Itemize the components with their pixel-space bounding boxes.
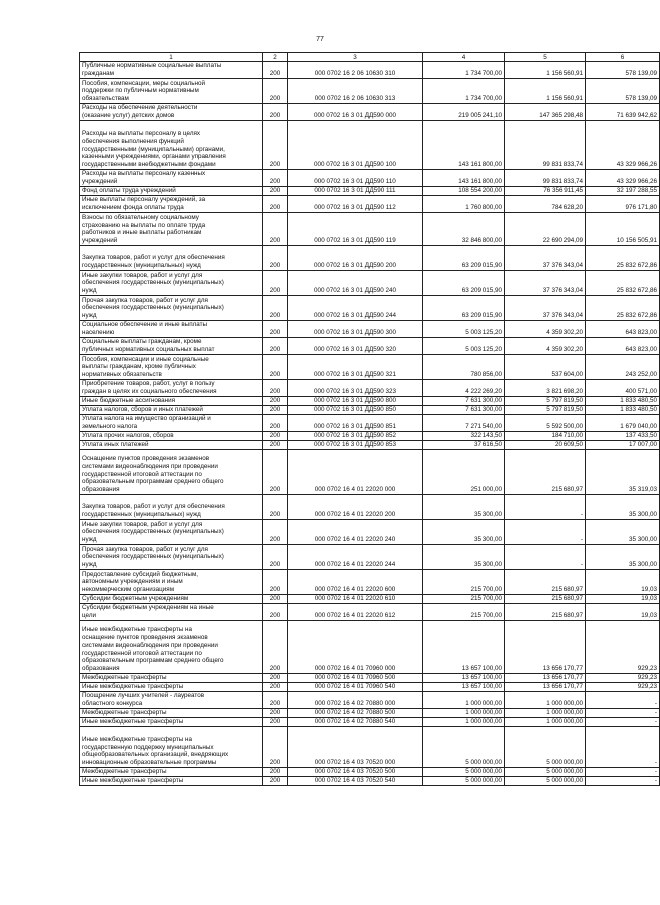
row-name: Прочая закупка товаров, работ и услуг для обеспечения государственных (муниципальных) нужд: [80, 545, 263, 570]
row-kbk: 000 0702 16 3 01 ДД590 111: [288, 187, 423, 196]
row-executed: 5 592 500,00: [505, 415, 586, 432]
budget-execution-table: [79, 52, 660, 786]
row-executed: 5 000 000,00: [505, 727, 586, 768]
row-approved: 322 143,50: [423, 432, 505, 441]
row-name: Межбюджетные трансферты: [80, 709, 263, 718]
row-approved: 780 856,00: [423, 355, 505, 380]
row-unexecuted: 71 639 942,62: [586, 104, 660, 121]
row-code: 200: [263, 62, 288, 79]
row-code: 200: [263, 187, 288, 196]
row-code: 200: [263, 321, 288, 338]
row-approved: 5 000 000,00: [423, 777, 505, 786]
row-kbk: 000 0702 16 3 01 ДД590 100: [288, 121, 423, 170]
row-kbk: 000 0702 16 4 03 70520 540: [288, 777, 423, 786]
table-row: [80, 570, 660, 595]
row-unexecuted: 35 300,00: [586, 495, 660, 520]
row-unexecuted: 35 319,03: [586, 450, 660, 495]
row-kbk: 000 0702 16 3 01 ДД590 244: [288, 296, 423, 321]
row-approved: 63 209 015,90: [423, 296, 505, 321]
row-unexecuted: 1 833 480,50: [586, 406, 660, 415]
row-name: Социальные выплаты гражданам, кроме публичных нормативных социальных выплат: [80, 338, 263, 355]
table-row: [80, 79, 660, 104]
row-executed: 20 609,50: [505, 441, 586, 450]
table-row: [80, 718, 660, 727]
row-kbk: 000 0702 16 4 01 22020 000: [288, 450, 423, 495]
row-executed: 5 000 000,00: [505, 777, 586, 786]
table-row: [80, 397, 660, 406]
row-approved: 1 000 000,00: [423, 692, 505, 709]
table-row: [80, 380, 660, 397]
row-executed: 13 656 170,77: [505, 674, 586, 683]
row-unexecuted: 25 832 672,86: [586, 246, 660, 271]
row-approved: 4 222 269,20: [423, 380, 505, 397]
row-unexecuted: 137 433,50: [586, 432, 660, 441]
row-kbk: 000 0702 16 4 02 70880 540: [288, 718, 423, 727]
row-unexecuted: 243 252,00: [586, 355, 660, 380]
row-name: Уплата налогов, сборов и иных платежей: [80, 406, 263, 415]
row-name: Иные выплаты персоналу учреждений, за исключением фонда оплаты труда: [80, 196, 263, 213]
row-executed: -: [505, 495, 586, 520]
row-code: 200: [263, 79, 288, 104]
row-name: Социальное обеспечение и иные выплаты населению: [80, 321, 263, 338]
row-executed: 537 604,00: [505, 355, 586, 380]
row-unexecuted: 19,03: [586, 570, 660, 595]
row-kbk: 000 0702 16 2 06 10630 310: [288, 62, 423, 79]
row-code: 200: [263, 380, 288, 397]
row-name: Прочая закупка товаров, работ и услуг для обеспечения государственных (муниципальных) нужд: [80, 296, 263, 321]
row-name: Пособия, компенсации и иные социальные выплаты гражданам, кроме публичных нормативных обязательств: [80, 355, 263, 380]
row-approved: 108 554 200,00: [423, 187, 505, 196]
table-row: [80, 432, 660, 441]
row-approved: 143 161 800,00: [423, 170, 505, 187]
row-unexecuted: 25 832 672,86: [586, 271, 660, 296]
row-code: 200: [263, 692, 288, 709]
table-row: [80, 406, 660, 415]
row-code: 200: [263, 683, 288, 692]
row-executed: 13 656 170,77: [505, 683, 586, 692]
row-code: 200: [263, 355, 288, 380]
row-executed: 99 831 833,74: [505, 170, 586, 187]
row-name: Межбюджетные трансферты: [80, 674, 263, 683]
row-kbk: 000 0702 16 4 01 70960 540: [288, 683, 423, 692]
row-unexecuted: -: [586, 777, 660, 786]
row-executed: 5 000 000,00: [505, 768, 586, 777]
row-executed: 215 680,97: [505, 604, 586, 621]
row-approved: 5 003 125,20: [423, 321, 505, 338]
row-approved: 7 631 300,00: [423, 397, 505, 406]
row-kbk: 000 0702 16 4 01 22020 244: [288, 545, 423, 570]
row-executed: 99 831 833,74: [505, 121, 586, 170]
row-code: 200: [263, 727, 288, 768]
row-executed: 5 797 819,50: [505, 406, 586, 415]
row-unexecuted: 929,23: [586, 683, 660, 692]
row-approved: 1 734 700,00: [423, 79, 505, 104]
table-row: [80, 777, 660, 786]
table-row: [80, 170, 660, 187]
row-code: 200: [263, 709, 288, 718]
row-executed: 13 656 170,77: [505, 621, 586, 674]
row-code: 200: [263, 406, 288, 415]
row-approved: 5 000 000,00: [423, 768, 505, 777]
table-row: [80, 545, 660, 570]
row-code: 200: [263, 621, 288, 674]
row-kbk: 000 0702 16 4 01 22020 200: [288, 495, 423, 520]
row-executed: 5 797 819,50: [505, 397, 586, 406]
row-code: 200: [263, 604, 288, 621]
row-name: Иные межбюджетные трансферты: [80, 718, 263, 727]
row-name: Пособия, компенсации, меры социальной поддержки по публичным нормативным обязательствам: [80, 79, 263, 104]
row-unexecuted: -: [586, 727, 660, 768]
row-executed: 4 359 302,20: [505, 338, 586, 355]
row-unexecuted: 43 329 966,26: [586, 170, 660, 187]
row-approved: 215 700,00: [423, 570, 505, 595]
row-unexecuted: 43 329 966,26: [586, 121, 660, 170]
table-row: [80, 674, 660, 683]
table-row: [80, 355, 660, 380]
header-col-4: 4: [423, 53, 505, 62]
row-executed: 76 356 911,45: [505, 187, 586, 196]
row-code: 200: [263, 432, 288, 441]
table-row: [80, 595, 660, 604]
row-code: 200: [263, 570, 288, 595]
row-name: Иные межбюджетные трансферты на оснащение пунктов проведения экзаменов системами видеонаблюдения при проведении государственной итоговой аттестации по образовательным программам среднего общего образования: [80, 621, 263, 674]
row-approved: 13 657 100,00: [423, 674, 505, 683]
row-unexecuted: 1 833 480,50: [586, 397, 660, 406]
table-row: [80, 604, 660, 621]
table-row: [80, 187, 660, 196]
row-executed: 215 680,97: [505, 570, 586, 595]
row-unexecuted: 17 007,00: [586, 441, 660, 450]
row-name: Иные закупки товаров, работ и услуг для обеспечения государственных (муниципальных) нужд: [80, 271, 263, 296]
row-code: 200: [263, 338, 288, 355]
row-name: Взносы по обязательному социальному страхованию на выплаты по оплате труда работников и иные выплаты работникам учреждений: [80, 213, 263, 246]
row-unexecuted: -: [586, 692, 660, 709]
row-name: Иные межбюджетные трансферты на государственную поддержку муниципальных общеобразовательных организаций, внедряющих инновационные образовательные программы: [80, 727, 263, 768]
table-row: [80, 520, 660, 545]
header-col-1: 1: [80, 53, 263, 62]
table-row: [80, 296, 660, 321]
row-approved: 215 700,00: [423, 604, 505, 621]
row-executed: 1 000 000,00: [505, 709, 586, 718]
row-kbk: 000 0702 16 4 01 22020 600: [288, 570, 423, 595]
row-code: 200: [263, 271, 288, 296]
row-executed: 147 365 298,48: [505, 104, 586, 121]
row-name: Закупка товаров, работ и услуг для обеспечения государственных (муниципальных) нужд: [80, 246, 263, 271]
row-approved: 37 616,50: [423, 441, 505, 450]
row-executed: 1 000 000,00: [505, 692, 586, 709]
row-code: 200: [263, 718, 288, 727]
row-executed: 1 000 000,00: [505, 718, 586, 727]
row-approved: 13 657 100,00: [423, 621, 505, 674]
row-executed: 22 690 294,09: [505, 213, 586, 246]
row-unexecuted: 10 156 505,91: [586, 213, 660, 246]
row-kbk: 000 0702 16 4 01 70960 000: [288, 621, 423, 674]
row-code: 200: [263, 545, 288, 570]
row-code: 200: [263, 246, 288, 271]
row-approved: 215 700,00: [423, 595, 505, 604]
table-row: [80, 415, 660, 432]
row-name: Иные межбюджетные трансферты: [80, 777, 263, 786]
row-unexecuted: 19,03: [586, 595, 660, 604]
row-executed: -: [505, 520, 586, 545]
row-name: Расходы на выплаты персоналу казенных учреждений: [80, 170, 263, 187]
row-kbk: 000 0702 16 3 01 ДД590 851: [288, 415, 423, 432]
table-row: [80, 495, 660, 520]
row-approved: 13 657 100,00: [423, 683, 505, 692]
row-approved: 5 000 000,00: [423, 727, 505, 768]
row-unexecuted: -: [586, 709, 660, 718]
row-kbk: 000 0702 16 3 01 ДД590 240: [288, 271, 423, 296]
row-name: Субсидии бюджетным учреждениям на иные цели: [80, 604, 263, 621]
header-col-3: 3: [288, 53, 423, 62]
row-kbk: 000 0702 16 3 01 ДД590 320: [288, 338, 423, 355]
row-code: 200: [263, 121, 288, 170]
row-kbk: 000 0702 16 3 01 ДД590 000: [288, 104, 423, 121]
row-approved: 5 003 125,20: [423, 338, 505, 355]
row-kbk: 000 0702 16 3 01 ДД590 110: [288, 170, 423, 187]
row-code: 200: [263, 296, 288, 321]
row-name: Приобретение товаров, работ, услуг в пользу граждан в целях их социального обеспечения: [80, 380, 263, 397]
row-unexecuted: 643 823,00: [586, 321, 660, 338]
row-approved: 143 161 800,00: [423, 121, 505, 170]
table-row: [80, 121, 660, 170]
row-kbk: 000 0702 16 3 01 ДД590 321: [288, 355, 423, 380]
row-name: Уплата прочих налогов, сборов: [80, 432, 263, 441]
row-unexecuted: 32 197 288,55: [586, 187, 660, 196]
table-row: [80, 692, 660, 709]
row-kbk: 000 0702 16 4 02 70880 000: [288, 692, 423, 709]
row-executed: 4 359 302,20: [505, 321, 586, 338]
row-kbk: 000 0702 16 3 01 ДД590 852: [288, 432, 423, 441]
row-kbk: 000 0702 16 3 01 ДД590 853: [288, 441, 423, 450]
row-name: Иные межбюджетные трансферты: [80, 683, 263, 692]
row-code: 200: [263, 595, 288, 604]
row-executed: 784 628,20: [505, 196, 586, 213]
row-code: 200: [263, 196, 288, 213]
row-approved: 7 271 540,00: [423, 415, 505, 432]
row-approved: 251 000,00: [423, 450, 505, 495]
row-unexecuted: -: [586, 768, 660, 777]
row-executed: 37 376 343,04: [505, 271, 586, 296]
row-unexecuted: 578 139,09: [586, 79, 660, 104]
header-col-5: 5: [505, 53, 586, 62]
row-approved: 219 005 241,10: [423, 104, 505, 121]
row-kbk: 000 0702 16 3 01 ДД590 800: [288, 397, 423, 406]
row-executed: 37 376 343,04: [505, 246, 586, 271]
row-approved: 32 846 800,00: [423, 213, 505, 246]
row-kbk: 000 0702 16 3 01 ДД590 323: [288, 380, 423, 397]
row-unexecuted: 976 171,80: [586, 196, 660, 213]
table-row: [80, 621, 660, 674]
row-kbk: 000 0702 16 4 01 22020 612: [288, 604, 423, 621]
row-unexecuted: 1 679 040,00: [586, 415, 660, 432]
row-name: Уплата налога на имущество организаций и земельного налога: [80, 415, 263, 432]
table-row: [80, 441, 660, 450]
row-code: 200: [263, 441, 288, 450]
table-row: [80, 213, 660, 246]
row-executed: 184 710,00: [505, 432, 586, 441]
table-row: [80, 683, 660, 692]
row-approved: 1 000 000,00: [423, 718, 505, 727]
row-name: Фонд оплаты труда учреждений: [80, 187, 263, 196]
row-approved: 63 209 015,90: [423, 271, 505, 296]
row-name: Публичные нормативные социальные выплаты гражданам: [80, 62, 263, 79]
row-code: 200: [263, 520, 288, 545]
row-kbk: 000 0702 16 3 01 ДД590 200: [288, 246, 423, 271]
row-name: Предоставление субсидий бюджетным, автономным учреждениям и иным некоммерческим организациям: [80, 570, 263, 595]
row-kbk: 000 0702 16 4 01 70960 500: [288, 674, 423, 683]
row-executed: 1 156 560,91: [505, 62, 586, 79]
row-approved: 1 000 000,00: [423, 709, 505, 718]
row-unexecuted: 929,23: [586, 621, 660, 674]
row-kbk: 000 0702 16 3 01 ДД590 112: [288, 196, 423, 213]
row-unexecuted: 400 571,00: [586, 380, 660, 397]
row-name: Субсидии бюджетным учреждениям: [80, 595, 263, 604]
table-row: [80, 768, 660, 777]
row-code: 200: [263, 777, 288, 786]
table-row: [80, 709, 660, 718]
table-row: [80, 62, 660, 79]
row-name: Иные закупки товаров, работ и услуг для обеспечения государственных (муниципальных) нужд: [80, 520, 263, 545]
row-executed: 3 821 698,20: [505, 380, 586, 397]
row-code: 200: [263, 213, 288, 246]
table-row: [80, 196, 660, 213]
row-name: Расходы на обеспечение деятельности (оказание услуг) детских домов: [80, 104, 263, 121]
row-unexecuted: 643 823,00: [586, 338, 660, 355]
row-executed: 215 680,97: [505, 450, 586, 495]
row-kbk: 000 0702 16 2 06 10630 313: [288, 79, 423, 104]
row-name: Поощрение лучших учителей - лауреатов областного конкурса: [80, 692, 263, 709]
row-name: Расходы на выплаты персоналу в целях обеспечения выполнения функций государственными (муниципальными) органами, казенными учреждениями, органами управления государственными внебюджетными фондами: [80, 121, 263, 170]
table-header-row: [80, 53, 660, 62]
row-unexecuted: 578 139,09: [586, 62, 660, 79]
row-unexecuted: 19,03: [586, 604, 660, 621]
row-executed: 1 156 560,91: [505, 79, 586, 104]
row-name: Оснащение пунктов проведения экзаменов системами видеонаблюдения при проведении государственной итоговой аттестации по образовательным программам среднего общего образования: [80, 450, 263, 495]
row-approved: 63 209 015,90: [423, 246, 505, 271]
row-kbk: 000 0702 16 3 01 ДД590 300: [288, 321, 423, 338]
row-unexecuted: -: [586, 718, 660, 727]
row-executed: 37 376 343,04: [505, 296, 586, 321]
table-row: [80, 727, 660, 768]
row-unexecuted: 929,23: [586, 674, 660, 683]
row-approved: 35 300,00: [423, 545, 505, 570]
row-approved: 1 760 800,00: [423, 196, 505, 213]
row-kbk: 000 0702 16 4 01 22020 240: [288, 520, 423, 545]
row-kbk: 000 0702 16 3 01 ДД590 850: [288, 406, 423, 415]
row-approved: 35 300,00: [423, 495, 505, 520]
row-kbk: 000 0702 16 4 03 70520 500: [288, 768, 423, 777]
row-name: Уплата иных платежей: [80, 441, 263, 450]
row-unexecuted: 25 832 672,86: [586, 296, 660, 321]
header-col-2: 2: [263, 53, 288, 62]
row-approved: 1 734 700,00: [423, 62, 505, 79]
row-approved: 35 300,00: [423, 520, 505, 545]
row-name: Иные бюджетные ассигнования: [80, 397, 263, 406]
row-name: Закупка товаров, работ и услуг для обеспечения государственных (муниципальных) нужд: [80, 495, 263, 520]
row-kbk: 000 0702 16 3 01 ДД590 119: [288, 213, 423, 246]
row-unexecuted: 35 300,00: [586, 520, 660, 545]
row-executed: -: [505, 545, 586, 570]
row-executed: 215 680,97: [505, 595, 586, 604]
row-code: 200: [263, 495, 288, 520]
row-code: 200: [263, 674, 288, 683]
row-code: 200: [263, 397, 288, 406]
page-number: 77: [316, 36, 324, 43]
table-row: [80, 104, 660, 121]
table-row: [80, 450, 660, 495]
table-row: [80, 321, 660, 338]
row-code: 200: [263, 450, 288, 495]
table-row: [80, 271, 660, 296]
row-kbk: 000 0702 16 4 02 70880 500: [288, 709, 423, 718]
table-row: [80, 246, 660, 271]
row-name: Межбюджетные трансферты: [80, 768, 263, 777]
row-code: 200: [263, 170, 288, 187]
row-code: 200: [263, 768, 288, 777]
row-code: 200: [263, 104, 288, 121]
row-approved: 7 631 300,00: [423, 406, 505, 415]
header-col-6: 6: [586, 53, 660, 62]
row-code: 200: [263, 415, 288, 432]
row-kbk: 000 0702 16 4 03 70520 000: [288, 727, 423, 768]
table-row: [80, 338, 660, 355]
row-unexecuted: 35 300,00: [586, 545, 660, 570]
table-body: [80, 62, 660, 786]
row-kbk: 000 0702 16 4 01 22020 610: [288, 595, 423, 604]
